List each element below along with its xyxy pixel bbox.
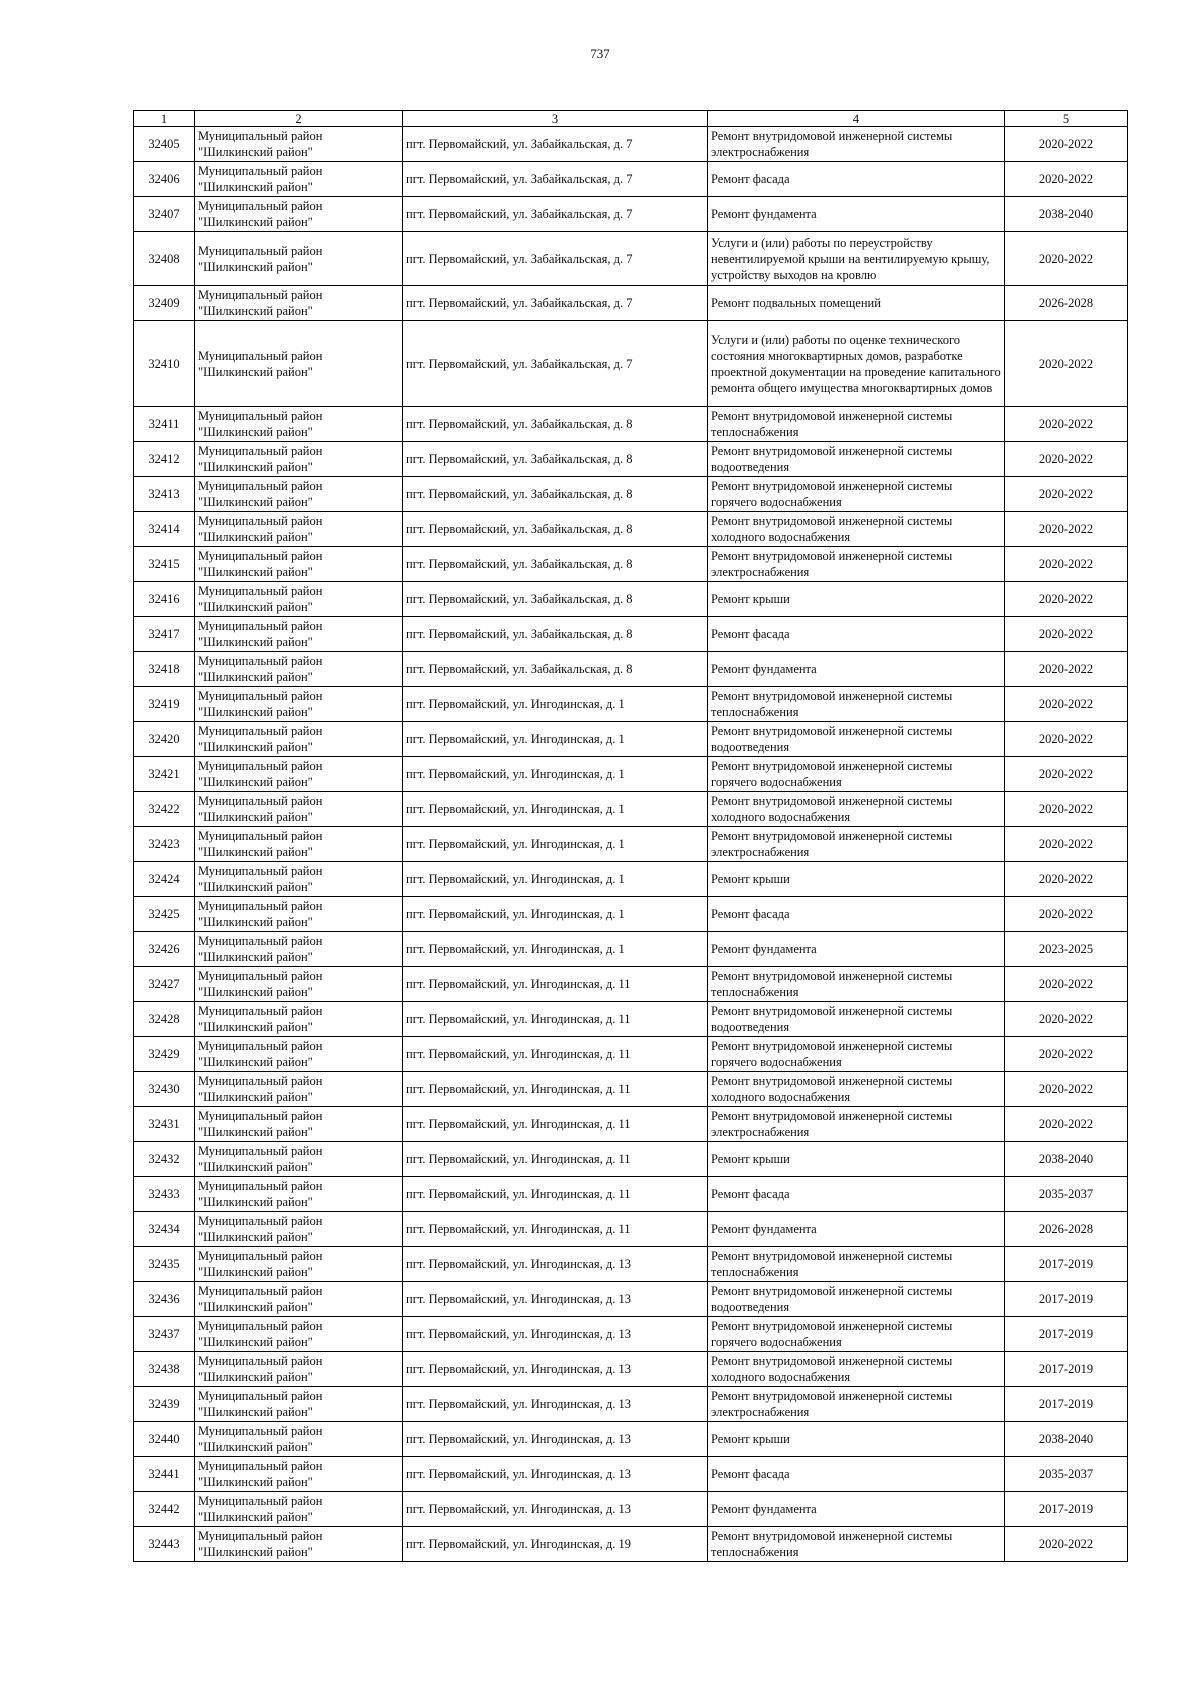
table-row [134, 757, 1128, 792]
table-row [134, 862, 1128, 897]
row-number: 32438 [134, 1352, 195, 1387]
row-number: 32415 [134, 547, 195, 582]
work-type-cell: Ремонт внутридомовой инженерной системы горячего водоснабжения [708, 1317, 1005, 1352]
table-row [134, 1072, 1128, 1107]
address-cell: пгт. Первомайский, ул. Ингодинская, д. 1 [403, 792, 708, 827]
work-type-cell: Ремонт внутридомовой инженерной системы холодного водоснабжения [708, 1352, 1005, 1387]
address-cell: пгт. Первомайский, ул. Ингодинская, д. 11 [403, 1212, 708, 1247]
municipality-cell: Муниципальный район "Шилкинский район" [195, 757, 403, 792]
period-cell: 2038-2040 [1005, 1142, 1128, 1177]
row-number: 32414 [134, 512, 195, 547]
address-cell: пгт. Первомайский, ул. Забайкальская, д. 8 [403, 442, 708, 477]
table-row [134, 1282, 1128, 1317]
table-row [134, 1352, 1128, 1387]
municipality-cell: Муниципальный район "Шилкинский район" [195, 1457, 403, 1492]
period-cell: 2020-2022 [1005, 792, 1128, 827]
table-row [134, 1422, 1128, 1457]
address-cell: пгт. Первомайский, ул. Ингодинская, д. 13 [403, 1492, 708, 1527]
period-cell: 2017-2019 [1005, 1282, 1128, 1317]
work-type-cell: Ремонт внутридомовой инженерной системы горячего водоснабжения [708, 757, 1005, 792]
row-number: 32420 [134, 722, 195, 757]
work-type-cell: Ремонт внутридомовой инженерной системы водоотведения [708, 1002, 1005, 1037]
table-row [134, 1142, 1128, 1177]
row-number: 32440 [134, 1422, 195, 1457]
municipality-cell: Муниципальный район "Шилкинский район" [195, 1212, 403, 1247]
table-row [134, 197, 1128, 232]
row-number: 32433 [134, 1177, 195, 1212]
work-type-cell: Ремонт внутридомовой инженерной системы холодного водоснабжения [708, 512, 1005, 547]
address-cell: пгт. Первомайский, ул. Ингодинская, д. 13 [403, 1247, 708, 1282]
municipality-cell: Муниципальный район "Шилкинский район" [195, 127, 403, 162]
work-type-cell: Ремонт фундамента [708, 1492, 1005, 1527]
address-cell: пгт. Первомайский, ул. Ингодинская, д. 1 [403, 862, 708, 897]
row-number: 32430 [134, 1072, 195, 1107]
row-number: 32426 [134, 932, 195, 967]
table-row [134, 792, 1128, 827]
period-cell: 2017-2019 [1005, 1247, 1128, 1282]
address-cell: пгт. Первомайский, ул. Ингодинская, д. 1 [403, 757, 708, 792]
municipality-cell: Муниципальный район "Шилкинский район" [195, 232, 403, 286]
table-row [134, 1212, 1128, 1247]
work-type-cell: Ремонт фасада [708, 897, 1005, 932]
work-type-cell: Ремонт крыши [708, 1422, 1005, 1457]
municipality-cell: Муниципальный район "Шилкинский район" [195, 477, 403, 512]
work-type-cell: Ремонт крыши [708, 862, 1005, 897]
municipality-cell: Муниципальный район "Шилкинский район" [195, 617, 403, 652]
work-type-cell: Ремонт внутридомовой инженерной системы водоотведения [708, 442, 1005, 477]
address-cell: пгт. Первомайский, ул. Забайкальская, д. 7 [403, 162, 708, 197]
table-row [134, 1037, 1128, 1072]
table-row [134, 1002, 1128, 1037]
row-number: 32437 [134, 1317, 195, 1352]
table-row [134, 477, 1128, 512]
period-cell: 2020-2022 [1005, 321, 1128, 407]
row-number: 32409 [134, 286, 195, 321]
header-row [134, 111, 1128, 127]
work-type-cell: Ремонт внутридомовой инженерной системы горячего водоснабжения [708, 1037, 1005, 1072]
table-row [134, 286, 1128, 321]
municipality-cell: Муниципальный район "Шилкинский район" [195, 932, 403, 967]
period-cell: 2020-2022 [1005, 652, 1128, 687]
address-cell: пгт. Первомайский, ул. Ингодинская, д. 11 [403, 1037, 708, 1072]
address-cell: пгт. Первомайский, ул. Забайкальская, д. 7 [403, 286, 708, 321]
work-type-cell: Ремонт фасада [708, 1457, 1005, 1492]
work-type-cell: Ремонт внутридомовой инженерной системы теплоснабжения [708, 967, 1005, 1002]
period-cell: 2020-2022 [1005, 722, 1128, 757]
period-cell: 2020-2022 [1005, 407, 1128, 442]
table-row [134, 127, 1128, 162]
period-cell: 2020-2022 [1005, 162, 1128, 197]
row-number: 32429 [134, 1037, 195, 1072]
table-row [134, 617, 1128, 652]
address-cell: пгт. Первомайский, ул. Забайкальская, д. 8 [403, 407, 708, 442]
table-row [134, 1492, 1128, 1527]
header-col-3: 3 [403, 111, 708, 127]
address-cell: пгт. Первомайский, ул. Забайкальская, д. 7 [403, 197, 708, 232]
work-type-cell: Ремонт внутридомовой инженерной системы теплоснабжения [708, 687, 1005, 722]
period-cell: 2020-2022 [1005, 442, 1128, 477]
work-type-cell: Ремонт внутридомовой инженерной системы электроснабжения [708, 827, 1005, 862]
work-type-cell: Ремонт внутридомовой инженерной системы водоотведения [708, 722, 1005, 757]
row-number: 32422 [134, 792, 195, 827]
table-row [134, 1247, 1128, 1282]
table-row [134, 1387, 1128, 1422]
municipality-cell: Муниципальный район "Шилкинский район" [195, 1317, 403, 1352]
address-cell: пгт. Первомайский, ул. Забайкальская, д. 8 [403, 512, 708, 547]
work-type-cell: Услуги и (или) работы по оценке технического состояния многоквартирных домов, разработке проектной документации на проведение капитального ремонта общего имущества многоквартирных домов [708, 321, 1005, 407]
municipality-cell: Муниципальный район "Шилкинский район" [195, 407, 403, 442]
work-type-cell: Ремонт внутридомовой инженерной системы холодного водоснабжения [708, 1072, 1005, 1107]
work-type-cell: Ремонт внутридомовой инженерной системы горячего водоснабжения [708, 477, 1005, 512]
address-cell: пгт. Первомайский, ул. Забайкальская, д. 8 [403, 547, 708, 582]
period-cell: 2023-2025 [1005, 932, 1128, 967]
address-cell: пгт. Первомайский, ул. Забайкальская, д. 7 [403, 321, 708, 407]
municipality-cell: Муниципальный район "Шилкинский район" [195, 1037, 403, 1072]
row-number: 32442 [134, 1492, 195, 1527]
row-number: 32428 [134, 1002, 195, 1037]
municipality-cell: Муниципальный район "Шилкинский район" [195, 1422, 403, 1457]
work-type-cell: Ремонт фасада [708, 617, 1005, 652]
table-row [134, 722, 1128, 757]
address-cell: пгт. Первомайский, ул. Ингодинская, д. 13 [403, 1457, 708, 1492]
address-cell: пгт. Первомайский, ул. Ингодинская, д. 11 [403, 967, 708, 1002]
municipality-cell: Муниципальный район "Шилкинский район" [195, 827, 403, 862]
period-cell: 2020-2022 [1005, 1037, 1128, 1072]
municipality-cell: Муниципальный район "Шилкинский район" [195, 1282, 403, 1317]
period-cell: 2020-2022 [1005, 1107, 1128, 1142]
period-cell: 2020-2022 [1005, 1002, 1128, 1037]
table-row [134, 1457, 1128, 1492]
address-cell: пгт. Первомайский, ул. Ингодинская, д. 11 [403, 1107, 708, 1142]
period-cell: 2038-2040 [1005, 197, 1128, 232]
work-type-cell: Ремонт фундамента [708, 932, 1005, 967]
period-cell: 2020-2022 [1005, 897, 1128, 932]
row-number: 32439 [134, 1387, 195, 1422]
period-cell: 2020-2022 [1005, 232, 1128, 286]
period-cell: 2020-2022 [1005, 687, 1128, 722]
table-row [134, 897, 1128, 932]
row-number: 32419 [134, 687, 195, 722]
work-type-cell: Ремонт крыши [708, 582, 1005, 617]
address-cell: пгт. Первомайский, ул. Ингодинская, д. 19 [403, 1527, 708, 1562]
period-cell: 2020-2022 [1005, 547, 1128, 582]
table-row [134, 967, 1128, 1002]
row-number: 32418 [134, 652, 195, 687]
work-type-cell: Услуги и (или) работы по переустройству невентилируемой крыши на вентилируемую крышу, устройству выходов на кровлю [708, 232, 1005, 286]
period-cell: 2020-2022 [1005, 1072, 1128, 1107]
work-type-cell: Ремонт внутридомовой инженерной системы теплоснабжения [708, 1247, 1005, 1282]
table-body [134, 127, 1128, 1562]
table-row [134, 1317, 1128, 1352]
work-type-cell: Ремонт внутридомовой инженерной системы электроснабжения [708, 547, 1005, 582]
row-number: 32427 [134, 967, 195, 1002]
row-number: 32412 [134, 442, 195, 477]
period-cell: 2017-2019 [1005, 1352, 1128, 1387]
period-cell: 2020-2022 [1005, 617, 1128, 652]
period-cell: 2020-2022 [1005, 582, 1128, 617]
municipality-cell: Муниципальный район "Шилкинский район" [195, 1177, 403, 1212]
table-row [134, 687, 1128, 722]
period-cell: 2017-2019 [1005, 1387, 1128, 1422]
header-col-1: 1 [134, 111, 195, 127]
address-cell: пгт. Первомайский, ул. Ингодинская, д. 1 [403, 687, 708, 722]
period-cell: 2026-2028 [1005, 1212, 1128, 1247]
row-number: 32436 [134, 1282, 195, 1317]
work-type-cell: Ремонт внутридомовой инженерной системы теплоснабжения [708, 1527, 1005, 1562]
municipality-cell: Муниципальный район "Шилкинский район" [195, 1527, 403, 1562]
work-type-cell: Ремонт внутридомовой инженерной системы электроснабжения [708, 127, 1005, 162]
table-row [134, 442, 1128, 477]
row-number: 32411 [134, 407, 195, 442]
table-row [134, 1527, 1128, 1562]
municipality-cell: Муниципальный район "Шилкинский район" [195, 512, 403, 547]
period-cell: 2017-2019 [1005, 1492, 1128, 1527]
table-row [134, 582, 1128, 617]
work-type-cell: Ремонт крыши [708, 1142, 1005, 1177]
period-cell: 2020-2022 [1005, 967, 1128, 1002]
municipality-cell: Муниципальный район "Шилкинский район" [195, 197, 403, 232]
work-type-cell: Ремонт фасада [708, 1177, 1005, 1212]
period-cell: 2020-2022 [1005, 862, 1128, 897]
period-cell: 2020-2022 [1005, 757, 1128, 792]
municipality-cell: Муниципальный район "Шилкинский район" [195, 1002, 403, 1037]
work-type-cell: Ремонт фундамента [708, 652, 1005, 687]
municipality-cell: Муниципальный район "Шилкинский район" [195, 722, 403, 757]
row-number: 32423 [134, 827, 195, 862]
address-cell: пгт. Первомайский, ул. Ингодинская, д. 11 [403, 1002, 708, 1037]
row-number: 32410 [134, 321, 195, 407]
work-type-cell: Ремонт внутридомовой инженерной системы электроснабжения [708, 1107, 1005, 1142]
municipality-cell: Муниципальный район "Шилкинский район" [195, 321, 403, 407]
municipality-cell: Муниципальный район "Шилкинский район" [195, 1492, 403, 1527]
header-col-5: 5 [1005, 111, 1128, 127]
table-row [134, 1107, 1128, 1142]
work-type-cell: Ремонт фундамента [708, 197, 1005, 232]
work-type-cell: Ремонт внутридомовой инженерной системы холодного водоснабжения [708, 792, 1005, 827]
address-cell: пгт. Первомайский, ул. Ингодинская, д. 1 [403, 722, 708, 757]
municipality-cell: Муниципальный район "Шилкинский район" [195, 1142, 403, 1177]
address-cell: пгт. Первомайский, ул. Ингодинская, д. 13 [403, 1282, 708, 1317]
address-cell: пгт. Первомайский, ул. Забайкальская, д. 8 [403, 582, 708, 617]
period-cell: 2035-2037 [1005, 1457, 1128, 1492]
period-cell: 2035-2037 [1005, 1177, 1128, 1212]
municipality-cell: Муниципальный район "Шилкинский район" [195, 286, 403, 321]
table-row [134, 547, 1128, 582]
period-cell: 2020-2022 [1005, 827, 1128, 862]
municipality-cell: Муниципальный район "Шилкинский район" [195, 1247, 403, 1282]
municipality-cell: Муниципальный район "Шилкинский район" [195, 1107, 403, 1142]
address-cell: пгт. Первомайский, ул. Ингодинская, д. 1 [403, 932, 708, 967]
address-cell: пгт. Первомайский, ул. Ингодинская, д. 1 [403, 897, 708, 932]
work-type-cell: Ремонт внутридомовой инженерной системы теплоснабжения [708, 407, 1005, 442]
table-row [134, 232, 1128, 286]
table-row [134, 932, 1128, 967]
period-cell: 2026-2028 [1005, 286, 1128, 321]
work-type-cell: Ремонт внутридомовой инженерной системы электроснабжения [708, 1387, 1005, 1422]
address-cell: пгт. Первомайский, ул. Забайкальская, д. 8 [403, 477, 708, 512]
period-cell: 2038-2040 [1005, 1422, 1128, 1457]
address-cell: пгт. Первомайский, ул. Забайкальская, д. 8 [403, 617, 708, 652]
row-number: 32424 [134, 862, 195, 897]
municipality-cell: Муниципальный район "Шилкинский район" [195, 582, 403, 617]
municipality-cell: Муниципальный район "Шилкинский район" [195, 652, 403, 687]
table-row [134, 827, 1128, 862]
address-cell: пгт. Первомайский, ул. Ингодинская, д. 11 [403, 1072, 708, 1107]
period-cell: 2017-2019 [1005, 1317, 1128, 1352]
row-number: 32425 [134, 897, 195, 932]
header-col-2: 2 [195, 111, 403, 127]
row-number: 32435 [134, 1247, 195, 1282]
address-cell: пгт. Первомайский, ул. Забайкальская, д. 7 [403, 127, 708, 162]
address-cell: пгт. Первомайский, ул. Забайкальская, д. 7 [403, 232, 708, 286]
header-col-4: 4 [708, 111, 1005, 127]
table-row [134, 512, 1128, 547]
row-number: 32434 [134, 1212, 195, 1247]
period-cell: 2020-2022 [1005, 127, 1128, 162]
work-type-cell: Ремонт фасада [708, 162, 1005, 197]
row-number: 32408 [134, 232, 195, 286]
municipality-cell: Муниципальный район "Шилкинский район" [195, 547, 403, 582]
row-number: 32421 [134, 757, 195, 792]
address-cell: пгт. Первомайский, ул. Ингодинская, д. 13 [403, 1422, 708, 1457]
period-cell: 2020-2022 [1005, 477, 1128, 512]
municipality-cell: Муниципальный район "Шилкинский район" [195, 1352, 403, 1387]
municipality-cell: Муниципальный район "Шилкинский район" [195, 792, 403, 827]
work-type-cell: Ремонт внутридомовой инженерной системы водоотведения [708, 1282, 1005, 1317]
address-cell: пгт. Первомайский, ул. Ингодинская, д. 13 [403, 1317, 708, 1352]
row-number: 32416 [134, 582, 195, 617]
address-cell: пгт. Первомайский, ул. Ингодинская, д. 13 [403, 1387, 708, 1422]
row-number: 32443 [134, 1527, 195, 1562]
row-number: 32406 [134, 162, 195, 197]
table-row [134, 321, 1128, 407]
table-row [134, 162, 1128, 197]
capital-repair-table [133, 110, 1128, 1562]
address-cell: пгт. Первомайский, ул. Ингодинская, д. 11 [403, 1142, 708, 1177]
municipality-cell: Муниципальный район "Шилкинский район" [195, 1072, 403, 1107]
table-row [134, 407, 1128, 442]
address-cell: пгт. Первомайский, ул. Ингодинская, д. 11 [403, 1177, 708, 1212]
page-number: 737 [590, 46, 610, 61]
municipality-cell: Муниципальный район "Шилкинский район" [195, 862, 403, 897]
row-number: 32407 [134, 197, 195, 232]
address-cell: пгт. Первомайский, ул. Забайкальская, д. 8 [403, 652, 708, 687]
table-row [134, 1177, 1128, 1212]
row-number: 32431 [134, 1107, 195, 1142]
municipality-cell: Муниципальный район "Шилкинский район" [195, 162, 403, 197]
row-number: 32413 [134, 477, 195, 512]
row-number: 32432 [134, 1142, 195, 1177]
municipality-cell: Муниципальный район "Шилкинский район" [195, 442, 403, 477]
row-number: 32441 [134, 1457, 195, 1492]
row-number: 32417 [134, 617, 195, 652]
table-header [134, 111, 1128, 127]
municipality-cell: Муниципальный район "Шилкинский район" [195, 1387, 403, 1422]
address-cell: пгт. Первомайский, ул. Ингодинская, д. 13 [403, 1352, 708, 1387]
municipality-cell: Муниципальный район "Шилкинский район" [195, 967, 403, 1002]
period-cell: 2020-2022 [1005, 1527, 1128, 1562]
table-row [134, 652, 1128, 687]
municipality-cell: Муниципальный район "Шилкинский район" [195, 687, 403, 722]
work-type-cell: Ремонт подвальных помещений [708, 286, 1005, 321]
work-type-cell: Ремонт фундамента [708, 1212, 1005, 1247]
address-cell: пгт. Первомайский, ул. Ингодинская, д. 1 [403, 827, 708, 862]
row-number: 32405 [134, 127, 195, 162]
period-cell: 2020-2022 [1005, 512, 1128, 547]
municipality-cell: Муниципальный район "Шилкинский район" [195, 897, 403, 932]
